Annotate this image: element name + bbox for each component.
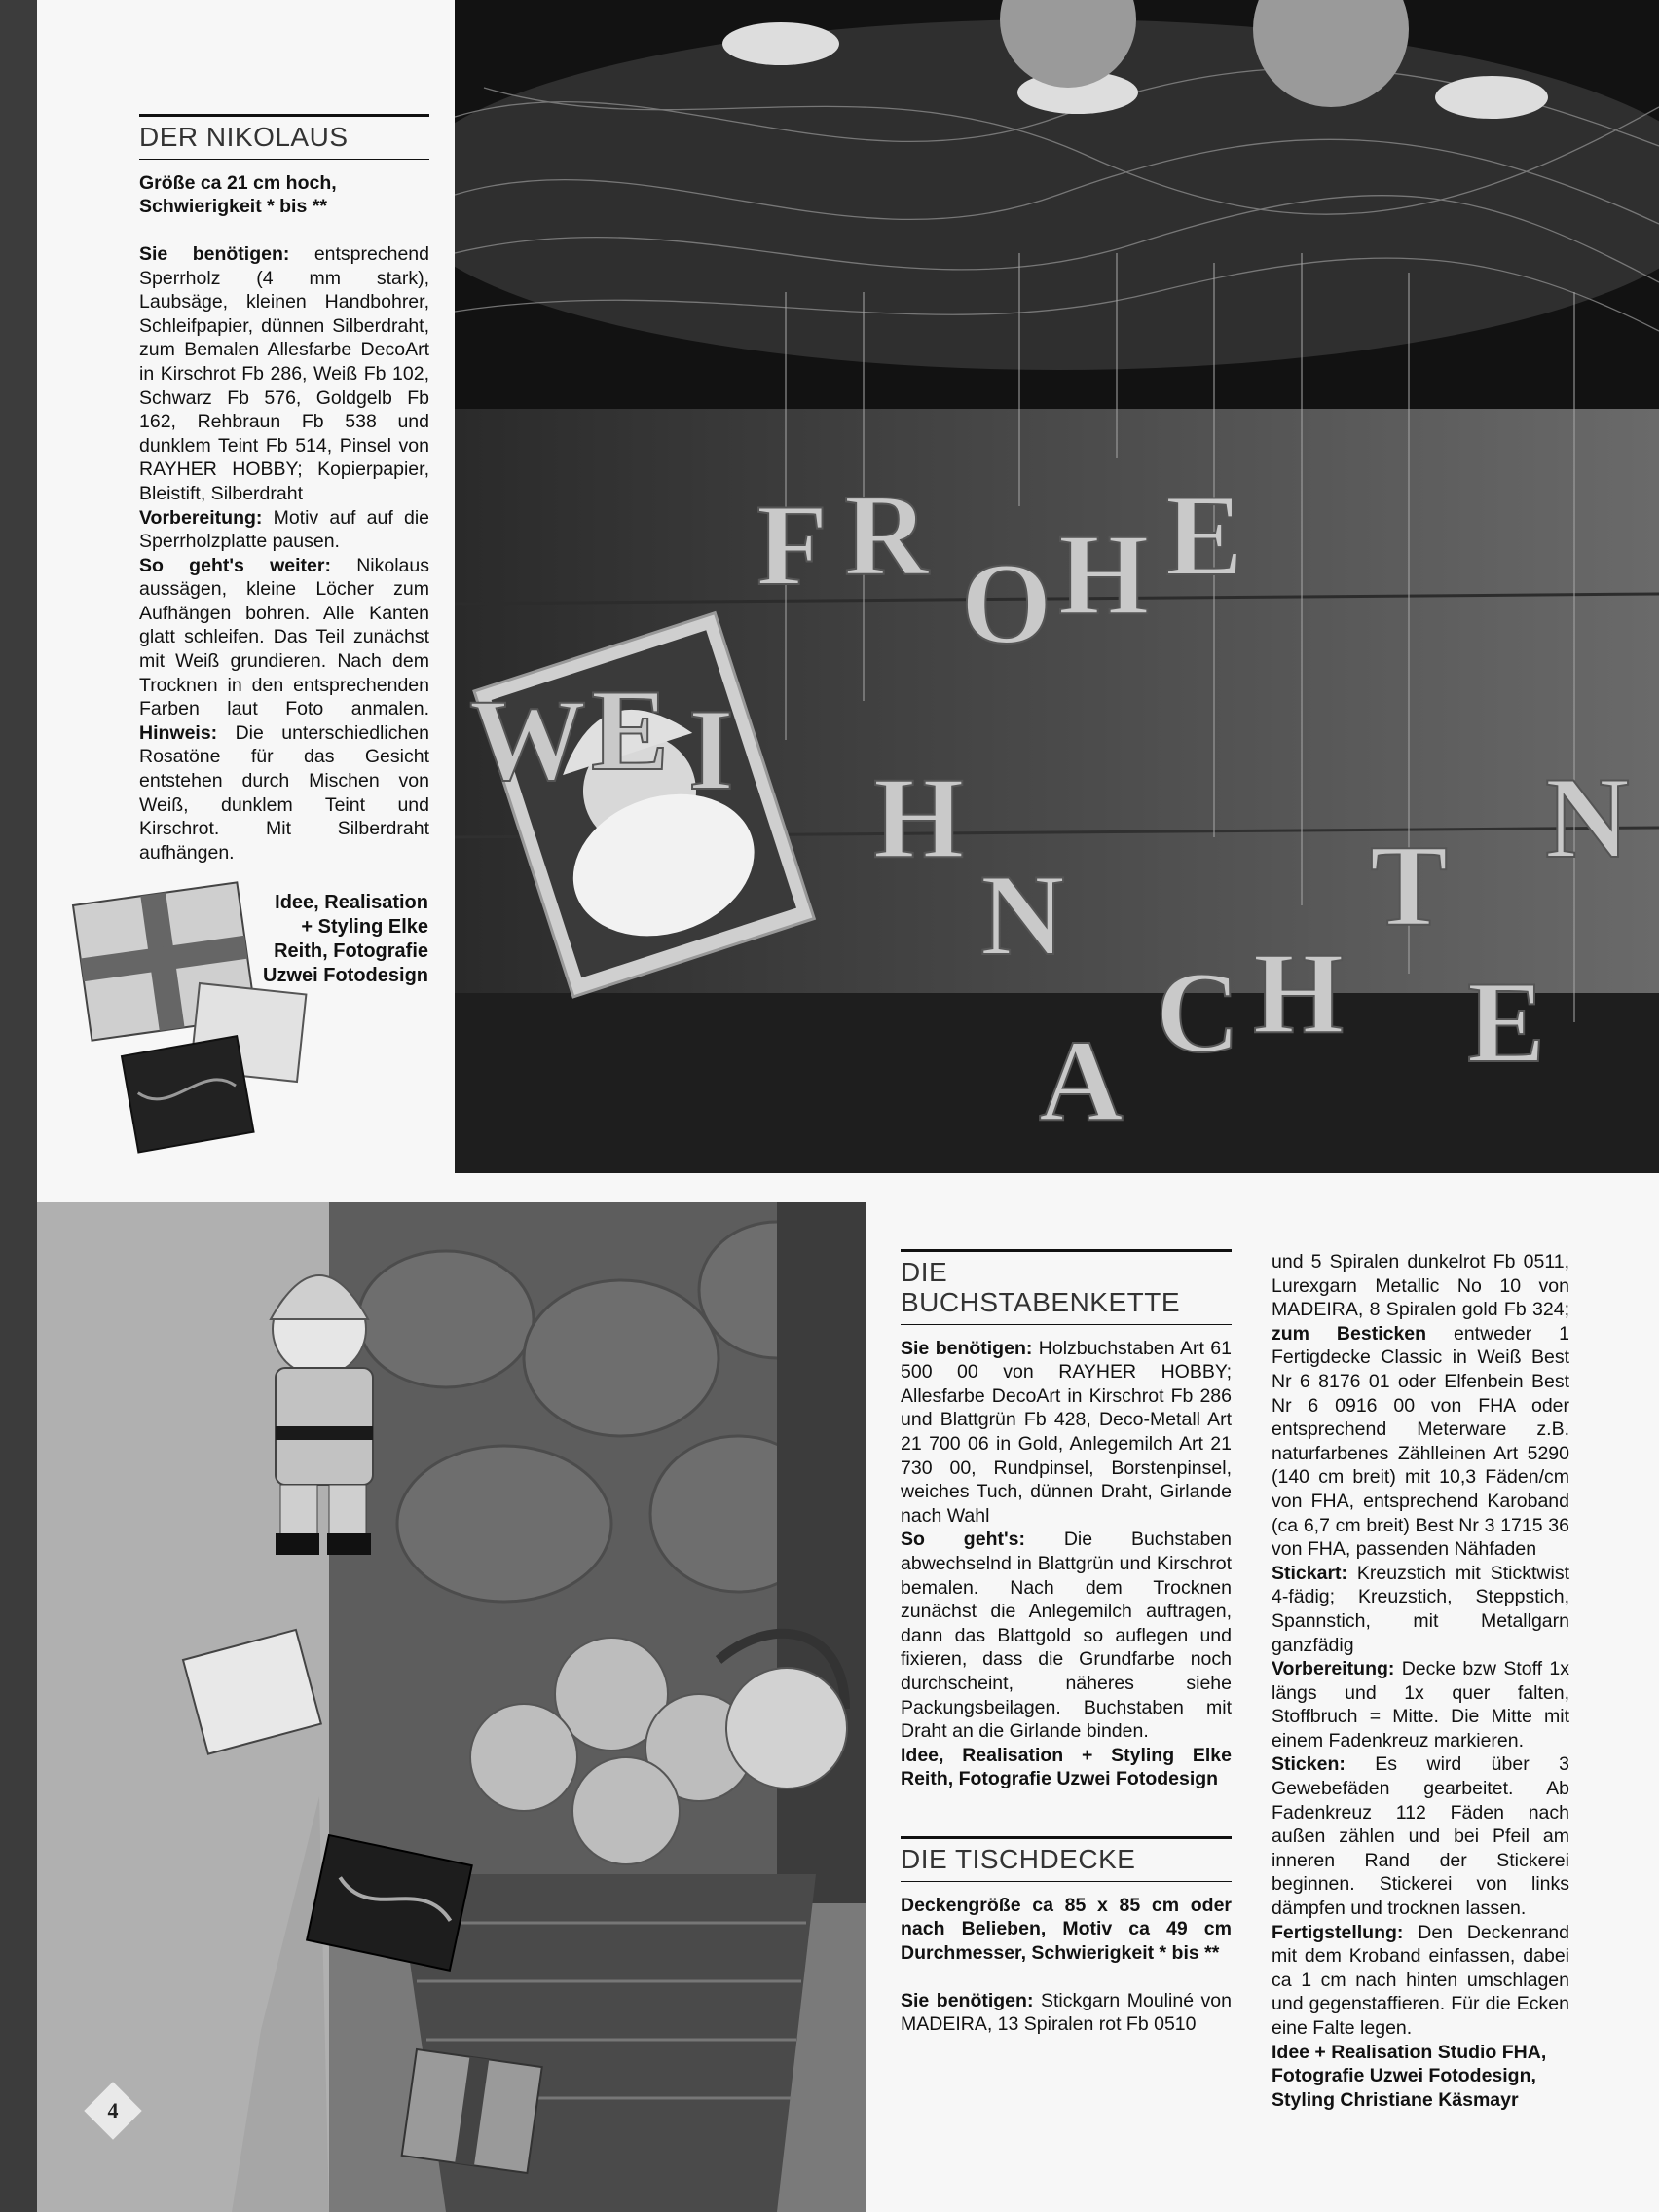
letter-C: C [1156, 947, 1240, 1077]
letter-I: I [688, 684, 734, 814]
rule-bottom [901, 1324, 1232, 1325]
nikolaus-section [139, 114, 429, 865]
letter-H3: H [1253, 928, 1345, 1057]
art-label: Stickart: [1272, 1562, 1348, 1584]
materials-paragraph [901, 1337, 1232, 1529]
hint-text: Die unterschiedlichen Rosatöne für das Gesicht entstehen durch Mischen von Weiß, dunklem Teint und Kirschrot. Mit Silberdraht aufhängen. [139, 721, 429, 864]
art-text: Kreuzstich mit Sticktwist 4-fädig; Kreuzstich, Steppstich, Spannstich, mit Metallgarn ganzfädig [1272, 1562, 1569, 1656]
credit-paragraph: Idee + Realisation Studio FHA, Fotografie Uzwei Fotodesign, Styling Christiane Käsmayr [1272, 2041, 1547, 2111]
rule-bottom [901, 1881, 1232, 1882]
needs-text: Holzbuchstaben Art 61 500 00 von RAYHER HOBBY; Allesfarbe DecoArt in Kirschrot Fb 286 und Blattgrün Fb 428, Deco-Metall Art 21 700 06 in Gold, Anlegemilch Art 21 730 00, Rundpinsel, Borstenpinsel, weiches Tuch, dünnen Draht, Girlande nach Wahl [901, 1337, 1232, 1527]
letter-H2: H [873, 753, 965, 882]
cont-paragraph [1272, 1250, 1569, 1562]
stick-text: entweder 1 Fertigdecke Classic in Weiß Best Nr 6 8176 01 oder Elfenbein Best Nr 6 0916 00 von FHA oder entsprechend Meterware z.B. naturfarbenes Zählleinen Art 5290 (140 cm breit) mit 10,3 Fäden/cm von FHA, entsprechend Karoband (ca 6,7 cm breit) Best Nr 3 1715 36 von FHA, passenden Nähfaden [1272, 1322, 1569, 1561]
letter-W: W [469, 675, 586, 804]
size-line: Deckengröße ca 85 x 85 cm oder nach Belieben, Motiv ca 49 cm Durchmesser, Schwierigkeit * bis ** [901, 1894, 1232, 1964]
sticken-label: Sticken: [1272, 1753, 1346, 1776]
letter-O: O [961, 538, 1052, 668]
letter-N: N [980, 850, 1065, 979]
materials-paragraph [901, 1989, 1232, 2037]
page-number: 4 [107, 2098, 119, 2122]
steps-paragraph [139, 554, 429, 866]
needs-label: Sie benötigen: [901, 1989, 1034, 2011]
garland-photo [455, 0, 1659, 1173]
credit-paragraph: Idee, Realisation + Styling Elke Reith, Fotografie Uzwei Fotodesign [901, 1744, 1232, 1790]
letter-N2: N [1545, 753, 1630, 882]
finish-paragraph [1272, 1921, 1569, 2041]
steps-paragraph [901, 1528, 1232, 1743]
prep-label: Vorbereitung: [139, 506, 263, 529]
section-title: DIE BUCHSTABENKETTE [901, 1257, 1181, 1317]
how-label: So geht's: [901, 1529, 1025, 1551]
garland-photo-svg [455, 0, 1659, 1173]
buchstabenkette-section [901, 1249, 1232, 1791]
art-paragraph [1272, 1562, 1569, 1657]
letter-F: F [756, 480, 829, 609]
tischdecke-continued [1272, 1250, 1569, 2112]
nikolaus-credit: Idee, Realisation + Styling Elke Reith, Fotografie Uzwei Fotodesign [263, 892, 428, 986]
letter-E: E [1165, 470, 1244, 600]
materials-paragraph [139, 242, 429, 506]
cont-text: und 5 Spiralen dunkelrot Fb 0511, Lurexgarn Metallic No 10 von MADEIRA, 8 Spiralen gold Fb 324; [1272, 1251, 1569, 1321]
prep-text: Decke bzw Stoff 1x längs und 1x quer falten, Stoffbruch = Mitte. Die Mitte mit einem Fadenkreuz markieren. [1272, 1658, 1569, 1751]
needs-label: Sie benötigen: [139, 242, 290, 265]
sticken-text: Es wird über 3 Gewebefäden gearbeitet. Ab Fadenkreuz 112 Fäden nach außen zählen und bei Pfeil am inneren Rand der Stickerei beginnen. Stickerei von links dämpfen und trocknen lassen. [1272, 1753, 1569, 1920]
letter-R: R [844, 470, 929, 600]
finish-label: Fertigstellung: [1272, 1921, 1404, 1943]
basket-photo-svg [37, 1202, 866, 2212]
needs-text: entsprechend Sperrholz (4 mm stark), Laubsäge, kleinen Handbohrer, Schleifpapier, dünnen Silberdraht, zum Bemalen Allesfarbe DecoArt in Kirschrot Fb 286, Weiß Fb 102, Schwarz Fb 576, Goldgelb Fb 162, Rehbraun Fb 538 und dunklem Teint Fb 514, Pinsel von RAYHER HOBBY; Kopierpapier, Bleistift, Silberdraht [139, 242, 429, 504]
letter-T: T [1370, 821, 1449, 950]
size-line: Größe ca 21 cm hoch, Schwierigkeit * bis ** [139, 171, 337, 218]
stick-label: zum Besticken [1272, 1322, 1427, 1345]
prep-label: Vorbereitung: [1272, 1658, 1395, 1680]
finish-text: Den Deckenrand mit dem Kroband einfassen, dabei ca 1 cm nach hinten umschlagen und gegenstaffieren. Für die Ecken eine Falte legen. [1272, 1921, 1569, 2039]
tischdecke-section [901, 1836, 1232, 2037]
letter-E2: E [591, 665, 670, 794]
rule-bottom [139, 159, 429, 160]
sticken-paragraph [1272, 1752, 1569, 1920]
needs-text: Stickgarn Mouliné von MADEIRA, 13 Spiralen rot Fb 0510 [901, 1989, 1232, 2036]
prep-paragraph [1272, 1657, 1569, 1752]
prep-paragraph [139, 506, 429, 554]
how-text: Die Buchstaben abwechselnd in Blattgrün und Kirschrot bemalen. Nach dem Trocknen zunächst die Anlegemilch auftragen, dann das Blattgold so auflegen und fixieren, dass die Grundfarbe noch durchscheint, näheres siehe Packungsbeilagen. Buchstaben mit Draht an die Girlande binden. [901, 1529, 1232, 1743]
letter-H: H [1058, 509, 1150, 639]
letter-A: A [1039, 1015, 1124, 1145]
hint-label: Hinweis: [139, 721, 218, 744]
next-text: Nikolaus aussägen, kleine Löcher zum Aufhängen bohren. Alle Kanten glatt schleifen. Das Teil zunächst mit Weiß grundieren. Nach dem Trocknen in den entsprechenden Farben laut Foto anmalen. [139, 554, 430, 720]
needs-label: Sie benötigen: [901, 1337, 1033, 1359]
next-label: So geht's weiter: [139, 554, 331, 576]
page-number-badge [84, 2082, 141, 2139]
letter-E3: E [1467, 957, 1546, 1087]
prep-text: Motiv auf auf die Sperrholzplatte pausen. [139, 506, 429, 553]
section-title: DER NIKOLAUS [139, 122, 349, 152]
section-title: DIE TISCHDECKE [901, 1844, 1136, 1874]
basket-photo [37, 1202, 866, 2212]
